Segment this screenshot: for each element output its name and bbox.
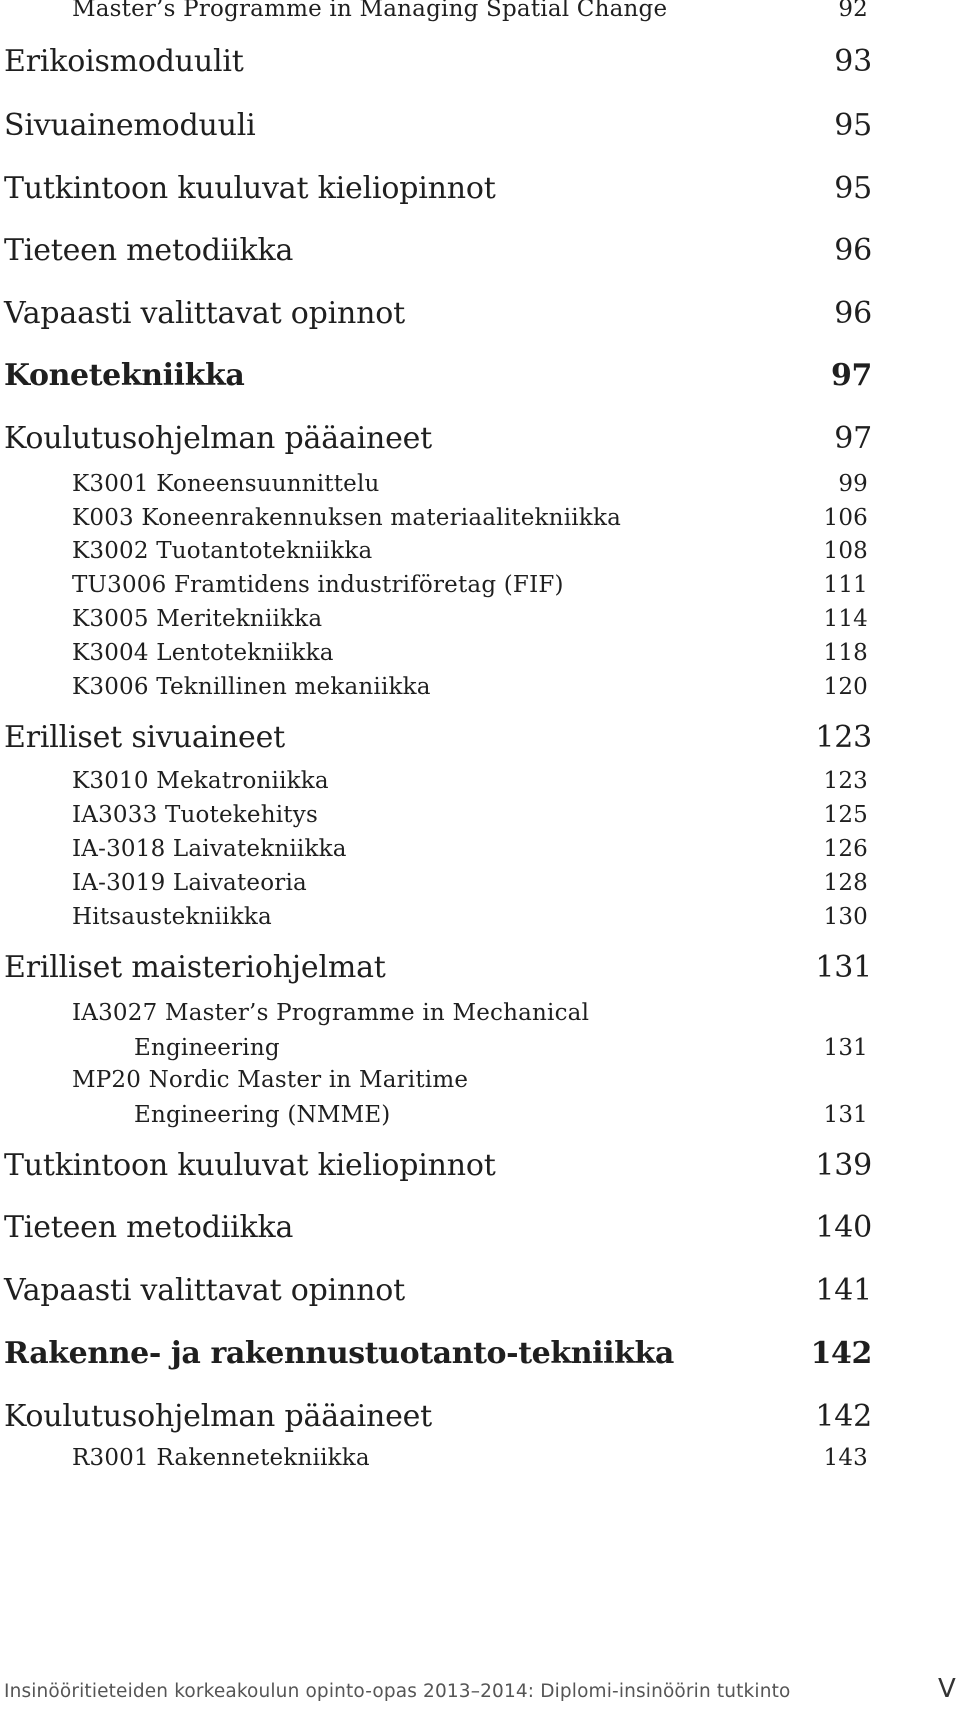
toc-entry-title: MP20 Nordic Master in Maritime [72,1067,469,1093]
toc-entry-page: 141 [815,1273,872,1308]
toc-entry[interactable] [0,674,868,700]
toc-entry[interactable] [0,950,872,985]
toc-entry-page: 142 [810,1336,872,1371]
toc-entry-page: 140 [815,1210,872,1245]
toc-entry-page: 96 [834,233,872,268]
toc-entry[interactable] [0,606,868,632]
toc-entry[interactable] [0,1210,872,1245]
toc-entry[interactable] [0,44,872,79]
toc-entry[interactable] [0,1000,868,1061]
toc-entry-page: 131 [823,1102,868,1128]
toc-entry-title: K003 Koneenrakennuksen materiaalitekniikka [72,505,621,531]
toc-entry-title: K3001 Koneensuunnittelu [72,471,380,497]
toc-entry[interactable] [0,233,872,268]
toc-entry-title: K3010 Mekatroniikka [72,768,329,794]
toc-entry-page: 131 [815,950,872,985]
toc-entry[interactable] [0,904,868,930]
toc-entry-title: Vapaasti valittavat opinnot [4,1273,406,1308]
toc-entry[interactable] [0,505,868,531]
toc-entry-title: Rakenne- ja rakennustuotanto-tekniikka [4,1336,674,1371]
toc-entry[interactable] [0,0,868,22]
page-number: V [938,1674,956,1704]
toc-entry-title-continuation: Engineering (NMME) [134,1102,391,1128]
toc-entry-title: Erikoismoduulit [4,44,244,79]
toc-entry-page: 118 [823,640,868,666]
toc-entry-title: IA-3018 Laivatekniikka [72,836,347,862]
toc-entry[interactable] [0,572,868,598]
toc-entry-title: Hitsaustekniikka [72,904,272,930]
toc-entry-title: Tieteen metodiikka [4,233,294,268]
toc-entry[interactable] [0,836,868,862]
toc-entry-title-continuation: Engineering [134,1035,280,1061]
toc-entry-page: 108 [823,538,868,564]
toc-entry-title: Erilliset sivuaineet [4,720,285,755]
toc-entry-page: 130 [823,904,868,930]
toc-entry-page: 125 [823,802,868,828]
toc-entry-title: TU3006 Framtidens industriföretag (FIF) [72,572,564,598]
toc-entry-title: Sivuainemoduuli [4,108,256,143]
toc-entry[interactable] [0,1273,872,1308]
toc-entry-page: 114 [823,606,868,632]
toc-entry-title: Tieteen metodiikka [4,1210,294,1245]
toc-entry-page: 95 [834,171,872,206]
toc-entry[interactable] [0,108,872,143]
toc-section-heading[interactable] [0,1336,872,1371]
toc-entry[interactable] [0,1067,868,1128]
toc-entry-page: 106 [823,505,868,531]
toc-entry[interactable] [0,538,868,564]
toc-entry-title: Tutkintoon kuuluvat kieliopinnot [4,1148,496,1183]
toc-entry-page: 97 [834,421,872,456]
toc-entry-title: K3004 Lentotekniikka [72,640,334,666]
toc-entry-title: IA3027 Master’s Programme in Mechanical [72,1000,590,1026]
toc-entry[interactable] [0,1445,868,1471]
toc-entry-title: Koulutusohjelman pääaineet [4,421,433,456]
toc-entry[interactable] [0,768,868,794]
toc-entry-title: Vapaasti valittavat opinnot [4,296,406,331]
toc-entry-page: 143 [823,1445,868,1471]
toc-entry-page: 123 [815,720,872,755]
toc-entry[interactable] [0,171,872,206]
toc-entry-page: 111 [823,572,868,598]
toc-entry-title: IA3033 Tuotekehitys [72,802,318,828]
toc-section-heading[interactable] [0,358,872,393]
toc-entry[interactable] [0,1399,872,1434]
toc-entry-title: Master’s Programme in Managing Spatial Change [72,0,668,22]
toc-entry-page: 128 [823,870,868,896]
toc-entry[interactable] [0,296,872,331]
toc-entry-page: 95 [834,108,872,143]
toc-entry-page: 93 [834,44,872,79]
toc-entry-page: 96 [834,296,872,331]
toc-entry-page: 97 [831,358,872,393]
running-title: Insinööritieteiden korkeakoulun opinto-opas 2013–2014: Diplomi-insinöörin tutkinto [4,1681,791,1702]
toc-entry-title: Erilliset maisteriohjelmat [4,950,386,985]
toc-entry[interactable] [0,1148,872,1183]
toc-entry[interactable] [0,471,868,497]
toc-entry[interactable] [0,640,868,666]
toc-entry-title: Koulutusohjelman pääaineet [4,1399,433,1434]
toc-entry-title: IA-3019 Laivateoria [72,870,307,896]
toc-entry-page: 139 [815,1148,872,1183]
toc-entry-page: 131 [823,1035,868,1061]
toc-entry-page: 120 [823,674,868,700]
toc-entry-title: K3005 Meritekniikka [72,606,323,632]
toc-entry[interactable] [0,870,868,896]
toc-entry-page: 142 [815,1399,872,1434]
toc-entry-page: 123 [823,768,868,794]
toc-entry-title: Konetekniikka [4,358,245,393]
toc-entry[interactable] [0,421,872,456]
toc-entry-page: 99 [838,471,868,497]
toc-entry-page: 92 [838,0,868,22]
toc-entry-title: R3001 Rakennetekniikka [72,1445,370,1471]
toc-entry-page: 126 [823,836,868,862]
toc-entry[interactable] [0,720,872,755]
toc-entry-title: K3006 Teknillinen mekaniikka [72,674,431,700]
toc-entry-title: K3002 Tuotantotekniikka [72,538,373,564]
toc-entry-title: Tutkintoon kuuluvat kieliopinnot [4,171,496,206]
toc-entry[interactable] [0,802,868,828]
